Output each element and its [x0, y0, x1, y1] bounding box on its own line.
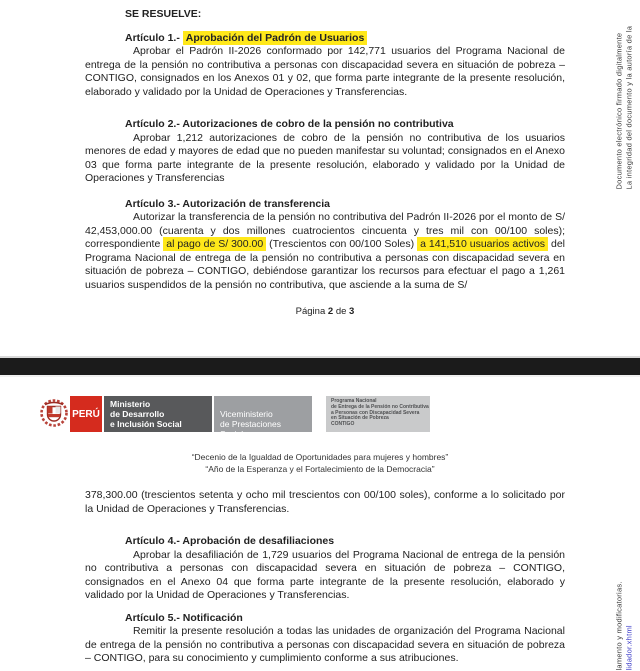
article-3-segment: Autorizar la transferencia de la pensión no contributiva del Padrón II-2026 por el monto de S/ 42,453,000.00 (cuarenta y dos millones cuatrocientos cincuenta y tres mil con 00/100 soles); correspondiente — [85, 211, 565, 250]
article-1-title-highlighted: Aprobación del Padrón de Usuarios — [183, 31, 368, 45]
program-line: a Personas con Discapacidad Severa — [331, 409, 420, 416]
article-3-heading: Artículo 3.- Autorización de transferencia — [125, 197, 330, 210]
page-label: Página — [295, 306, 328, 317]
program-line: de Entrega de la Pensión no Contributiva — [331, 403, 429, 410]
page-current: 2 — [327, 306, 334, 317]
signature-note-line-2: La integridad del documento y la autoría de la — [624, 25, 633, 190]
signature-note-fragment: lamento y modificatorias. — [614, 581, 624, 671]
article-1-body: Aprobar el Padrón II-2026 conformado por 142,771 usuarios del Programa Nacional de entrega de la pensión no contributiva a personas con discapacidad severa en situación de pobreza – CONTIGO, consignados en los Anexos 01 y 02, que forma parte integrante de la presente resolución, elaborado y validado por la Unidad de Operaciones y Transferencias. — [85, 45, 565, 98]
digital-signature-margin-note-bottom — [615, 571, 634, 671]
program-line: en Situación de Pobreza — [331, 415, 389, 422]
ministry-name-box — [104, 396, 212, 432]
program-line: CONTIGO — [331, 421, 355, 428]
validator-link-fragment[interactable]: lidador.xhtml — [624, 625, 633, 671]
peru-coat-of-arms-icon — [40, 394, 68, 437]
motto-line-2: “Año de la Esperanza y el Fortalecimiento de la Democracia” — [205, 463, 435, 474]
article-5-heading: Artículo 5.- Notificación — [125, 611, 243, 624]
resolve-heading: SE RESUELVE: — [125, 8, 202, 20]
page-2-text-block — [85, 0, 565, 319]
viceministry-name-box — [214, 396, 312, 439]
ministry-line: Ministerio — [110, 399, 151, 409]
article-1-number: Artículo 1.- — [125, 31, 183, 44]
article-2-heading: Artículo 2.- Autorizaciones de cobro de la pensión no contributiva — [125, 118, 454, 130]
page-number-footer — [85, 305, 565, 319]
program-name-box — [326, 396, 430, 432]
article-3-highlight-users: a 141,510 usuarios activos — [417, 237, 548, 251]
ministry-line: e Inclusión Social — [110, 419, 182, 429]
ministry-line: de Desarrollo — [110, 409, 165, 419]
article-3-segment: (Trescientos con 00/100 Soles) — [266, 238, 418, 250]
peru-label: PERÚ — [72, 408, 100, 420]
article-4-heading: Artículo 4.- Aprobación de desafiliaciones — [125, 535, 335, 547]
page-gap-separator — [0, 356, 640, 377]
peru-brand-box — [70, 396, 102, 432]
article-3-highlight-amount: al pago de S/ 300.00 — [163, 237, 266, 251]
program-line: Programa Nacional — [331, 398, 377, 404]
article-3-continuation-body: 378,300.00 (trescientos setenta y ocho mil trescientos con 00/100 soles), conforme a lo solicitado por la Unidad de Operaciones y Transferencias. — [85, 489, 565, 515]
article-5-body: Remitir la presente resolución a todas las unidades de organización del Programa Nacional de entrega de la pensión no contributiva a personas con discapacidad severa en situación de pobreza – CONTIGO, para su conocimiento y cumplimiento conforme a sus atribuciones. — [85, 625, 565, 664]
signature-note-line-1: Documento electrónico firmado digitalmente — [614, 32, 624, 190]
page-separator-text: de — [333, 306, 350, 317]
page-total: 3 — [349, 306, 355, 317]
article-1-heading — [125, 32, 565, 46]
article-3-body — [85, 211, 565, 292]
official-mottos — [0, 452, 640, 475]
page-3 — [0, 377, 640, 670]
page-3-text-block — [85, 489, 565, 666]
viceministry-line: Viceministerio — [220, 409, 273, 419]
article-3-segment: del Programa Nacional de entrega de la pensión no contributiva a personas con discapacidad severa en situación de pobreza – CONTIGO, debiéndose garantizar los recursos para efectuar el pago a 1,261 usuarios suspendidos de la pensión no contributiva, que asciende a la suma de S/ — [85, 238, 565, 291]
motto-line-1: “Decenio de la Igualdad de Oportunidades para mujeres y hombres” — [191, 452, 449, 462]
article-4-body: Aprobar la desafiliación de 1,729 usuarios del Programa Nacional de entrega de la pensión no contributiva a personas con discapacidad severa en situación de pobreza – CONTIGO, consignados en el Anexo 04 que forma parte integrante de la presente resolución, elaborado y validado por la Unidad de Operaciones y Transferencias. — [85, 548, 565, 601]
viceministry-line: de Prestaciones Sociales — [220, 419, 281, 439]
digital-signature-margin-note — [615, 0, 634, 190]
article-2-body: Aprobar 1,212 autorizaciones de cobro de la pensión no contributiva de los usuarios menores de edad y mayores de edad que no pueden manifestar su voluntad; consignados en el Anexo 03 que forma parte integrante de la presente resolución, elaborado y validado por la Unidad de Operaciones y Transferencias — [85, 131, 565, 184]
